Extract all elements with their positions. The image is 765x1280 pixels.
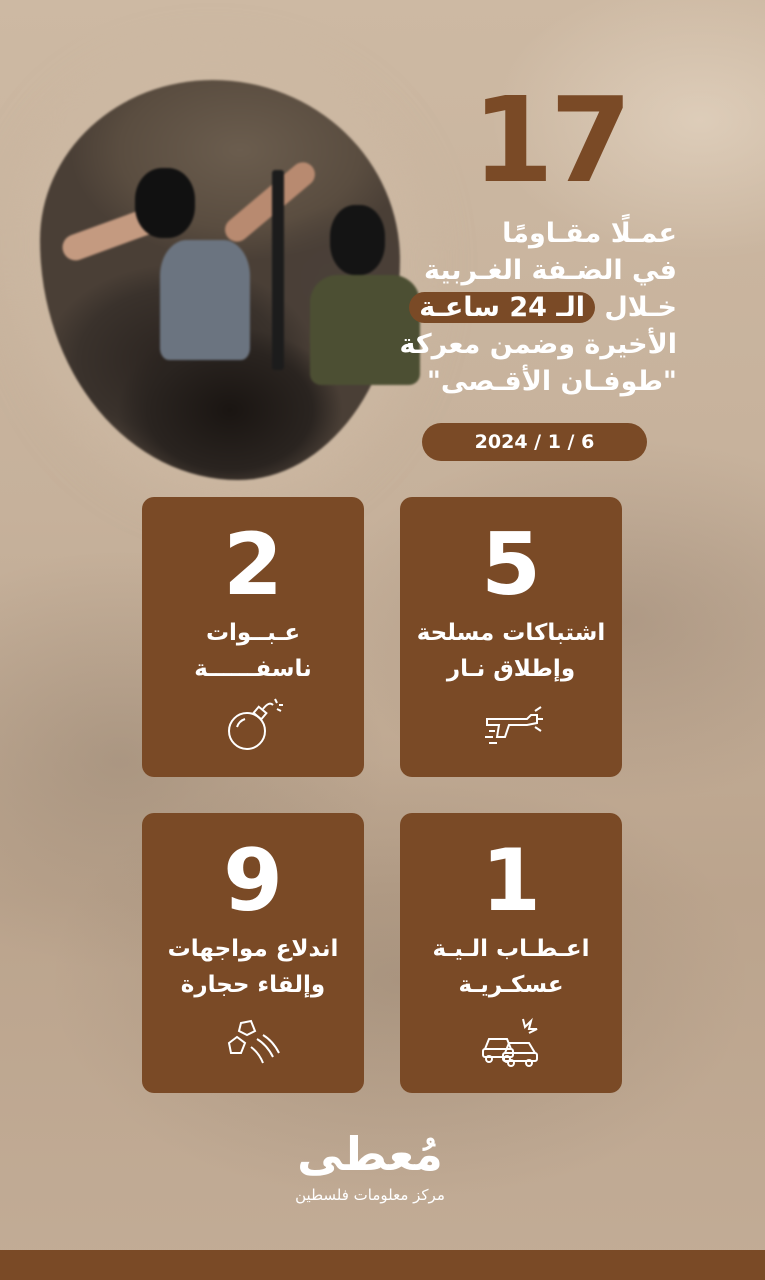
date-badge: 2024 / 1 / 6 bbox=[422, 423, 647, 461]
footer-bar bbox=[0, 1250, 765, 1280]
gun-icon bbox=[479, 697, 543, 753]
masked-protester-head bbox=[135, 168, 195, 238]
stat-card-explosives bbox=[142, 497, 364, 777]
stat-number: 9 bbox=[223, 831, 283, 931]
protester-body bbox=[160, 240, 250, 360]
stat-label: اشتباكات مسلحة وإطلاق نـار bbox=[416, 620, 606, 682]
stat-number: 1 bbox=[481, 831, 541, 931]
headline-line-5: "طوفـان الأقـصى" bbox=[426, 366, 677, 397]
total-count: 17 bbox=[471, 71, 629, 209]
brand-name: مُعطى bbox=[297, 1127, 443, 1181]
damaged-vehicle-icon bbox=[479, 1013, 543, 1069]
bomb-icon bbox=[221, 697, 285, 753]
stat-label: اعـطـاب الـيـة عسكـريـة bbox=[432, 936, 590, 998]
headline-line-2: في الضـفة الغـربية bbox=[423, 255, 677, 286]
brand-logo bbox=[250, 1122, 490, 1222]
stat-label: اندلاع مواجهات وإلقاء حجارة bbox=[167, 936, 339, 998]
stat-number: 2 bbox=[223, 515, 283, 615]
headline-line-1: عمـلًا مقـاومًا bbox=[502, 218, 677, 249]
headline bbox=[297, 215, 677, 400]
stat-label: عـبــوات ناسفــــــة bbox=[194, 620, 312, 682]
headline-highlight: الـ 24 ساعـة bbox=[409, 292, 595, 323]
headline-line-3-pre: خـلال bbox=[594, 292, 677, 323]
stat-card-vehicle-damage bbox=[400, 813, 622, 1093]
rifle bbox=[272, 170, 284, 370]
stat-number: 5 bbox=[481, 515, 541, 615]
stat-card-armed-clashes bbox=[400, 497, 622, 777]
stat-card-confrontations bbox=[142, 813, 364, 1093]
stones-icon bbox=[221, 1013, 285, 1069]
headline-line-3 bbox=[297, 289, 677, 326]
headline-line-4: الأخيرة وضمن معركة bbox=[399, 329, 677, 360]
brand-tagline: مركز معلومات فلسطين bbox=[295, 1186, 445, 1204]
